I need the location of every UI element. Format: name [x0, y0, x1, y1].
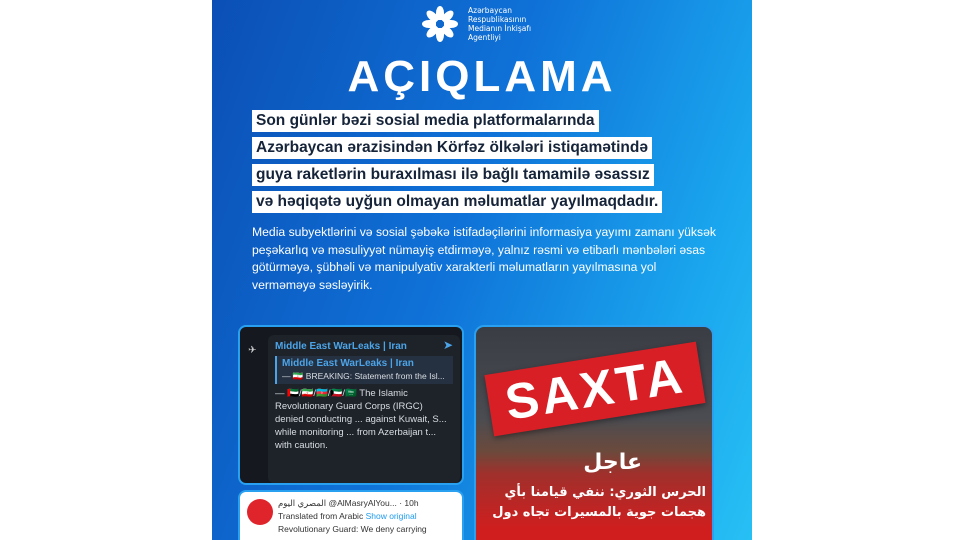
fake-stamp: SAXTA — [484, 342, 705, 437]
logo-line: Medianın İnkişafı — [468, 24, 532, 33]
highlight-line: Son günlər bəzi sosial media platformalarında — [252, 110, 599, 132]
show-original-link[interactable]: Show original — [365, 511, 417, 521]
highlight-block — [252, 110, 662, 218]
avatar — [247, 499, 273, 525]
message-body: — 🇦🇪/🇮🇷/🇦🇿/🇰🇼/🇸🇦 The Islamic Revolutionary Guard Corps (IRGC) denied conducting ... against Kuwait, S... while monitoring ... from Azerbaijan t... with caution. — [275, 388, 447, 451]
flower-logo-icon — [420, 4, 460, 44]
breaking-badge: عاجل — [583, 450, 642, 475]
news-headline: الحرس الثوري: ننفي قيامنا بأي هجمات جوية بالمسيرات تجاه دول — [492, 485, 706, 520]
channel-name: Middle East WarLeaks | Iran — [275, 341, 407, 352]
highlight-line: Azərbaycan ərazisindən Körfəz ölkələri istiqamətində — [252, 137, 652, 159]
tweet-handle: @AlMasryAlYou... — [328, 498, 397, 508]
channel-logo-icon: ✈ — [248, 345, 257, 356]
tweet-time: · 10h — [399, 498, 419, 508]
logo-line: Respublikasının — [468, 15, 527, 24]
telegram-screenshot — [238, 325, 464, 485]
quoted-message — [275, 356, 453, 384]
telegram-icon: ➤ — [442, 338, 453, 352]
translated-label: Translated from Arabic — [278, 511, 364, 521]
logo-line: Azərbaycan — [468, 6, 513, 15]
quote-text: — 🇮🇷 BREAKING: Statement from the Isl... — [282, 371, 445, 381]
statement-poster — [212, 0, 752, 540]
tweet-author: المصري اليوم — [278, 498, 327, 508]
highlight-line: və həqiqətə uyğun olmayan məlumatlar yayılmaqdadır. — [252, 191, 662, 213]
logo-line: Agentliyi — [468, 33, 501, 42]
tweet-text: Revolutionary Guard: We deny carrying — [278, 524, 427, 534]
page-title: AÇIQLAMA — [347, 52, 617, 101]
agency-logo — [420, 4, 531, 44]
quote-channel: Middle East WarLeaks | Iran — [282, 358, 414, 369]
tweet-screenshot — [238, 490, 464, 540]
statement-paragraph: Media subyektlərini və sosial şəbəkə istifadəçilərini informasiya yayımı zamanı yüksək peşəkarlıq və məsuliyyət nümayiş etdirməyə, yalnız rəsmi və etibarlı mənbələri əsas götürməyə, şübhəli və manipulyativ xarakterli məlumatların yayılmasına yol verməməyə səsləyirik. — [252, 225, 716, 292]
highlight-line: guya raketlərin buraxılması ilə bağlı tamamilə əsassız — [252, 164, 654, 186]
